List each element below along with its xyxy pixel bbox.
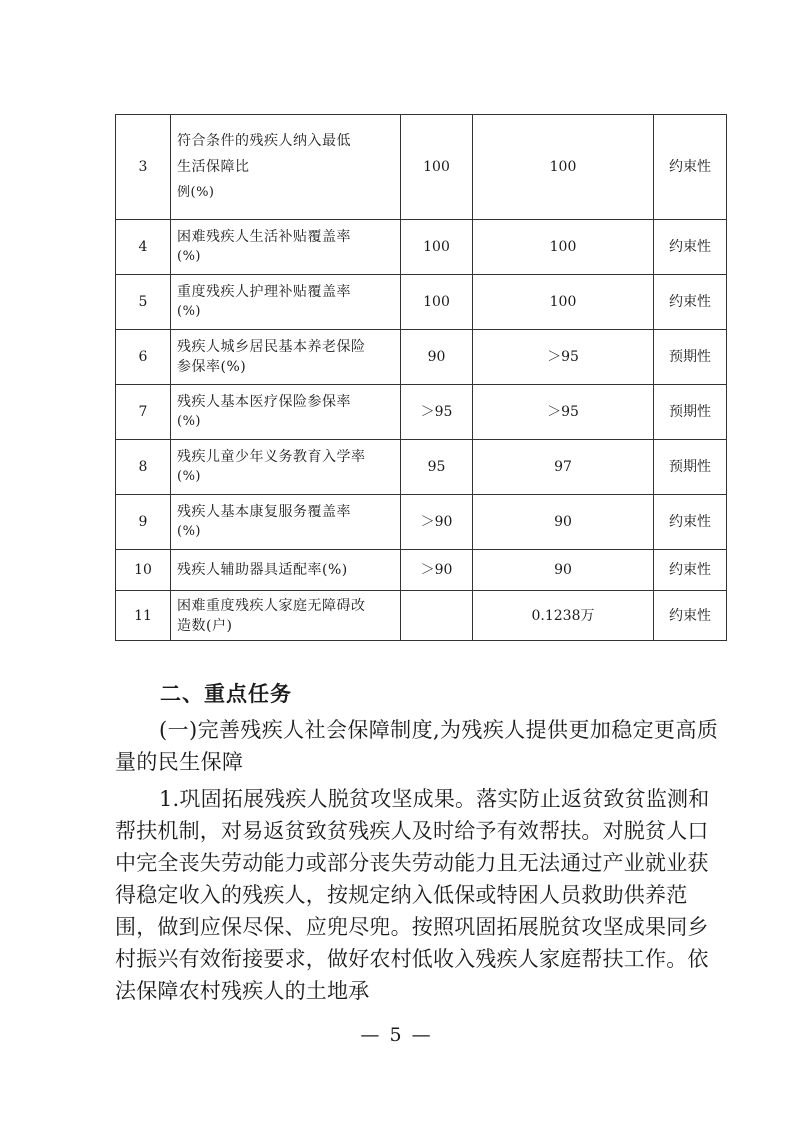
table-row: [116, 440, 727, 495]
indicator-attribute: 约束性: [654, 220, 727, 275]
sub-heading: (一)完善残疾人社会保障制度,为残疾人提供更加稳定更高质量的民生保障: [115, 718, 719, 774]
table-row: [116, 330, 727, 385]
indicator-attribute: 约束性: [654, 591, 727, 641]
indicator-name-line: 残疾人基本医疗保险参保率: [177, 394, 351, 410]
indicator-name: [171, 220, 401, 275]
table-row: [116, 115, 727, 220]
page-number: — 5 —: [360, 1024, 433, 1046]
section-heading: 二、重点任务: [160, 682, 292, 706]
indicator-name-line: (%): [177, 304, 201, 319]
indicator-name: [171, 275, 401, 330]
indicator-name-line: 生活保障比: [177, 159, 250, 175]
current-value: ＞90: [401, 550, 473, 591]
indicator-name-line: 残疾儿童少年义务教育入学率: [177, 449, 366, 465]
row-number: 9: [116, 495, 171, 550]
indicator-name: [171, 330, 401, 385]
target-value: 100: [473, 115, 654, 220]
current-value: 90: [401, 330, 473, 385]
row-number: 4: [116, 220, 171, 275]
target-value: ＞95: [473, 385, 654, 440]
row-number: 3: [116, 115, 171, 220]
indicator-name-line: (%): [177, 249, 201, 264]
indicator-name-line: (%): [177, 414, 201, 429]
target-value: 97: [473, 440, 654, 495]
current-value: ＞90: [401, 495, 473, 550]
table-row: [116, 275, 727, 330]
table-row: [116, 591, 727, 641]
indicator-attribute: 预期性: [654, 385, 727, 440]
current-value: 100: [401, 275, 473, 330]
row-number: 10: [116, 550, 171, 591]
target-value: 100: [473, 220, 654, 275]
current-value: ＞95: [401, 385, 473, 440]
table-row: [116, 220, 727, 275]
current-value: 100: [401, 115, 473, 220]
row-number: 5: [116, 275, 171, 330]
indicator-name: [171, 115, 401, 220]
indicator-attribute: 预期性: [654, 330, 727, 385]
indicator-attribute: 约束性: [654, 275, 727, 330]
indicator-attribute: 约束性: [654, 495, 727, 550]
indicator-name: [171, 591, 401, 641]
indicator-name-line: 重度残疾人护理补贴覆盖率: [177, 284, 351, 300]
indicator-name: [171, 440, 401, 495]
current-value: [401, 591, 473, 641]
target-value: 100: [473, 275, 654, 330]
indicator-name-line: (%): [177, 524, 201, 539]
indicator-name-line: 符合条件的残疾人纳入最低: [177, 133, 351, 149]
row-number: 11: [116, 591, 171, 641]
indicator-name-line: 残疾人基本康复服务覆盖率: [177, 504, 351, 520]
indicator-name-line: 造数(户): [177, 617, 233, 634]
target-value: 0.1238万: [473, 591, 654, 641]
table-row: [116, 550, 727, 591]
target-value: ＞95: [473, 330, 654, 385]
current-value: 100: [401, 220, 473, 275]
row-number: 8: [116, 440, 171, 495]
indicator-attribute: 预期性: [654, 440, 727, 495]
table-row: [116, 495, 727, 550]
indicator-attribute: 约束性: [654, 550, 727, 591]
indicator-name-line: 残疾人辅助器具适配率(%): [177, 562, 348, 578]
indicator-name: [171, 550, 401, 591]
indicator-name-line: 参保率(%): [177, 359, 247, 375]
indicator-name: [171, 495, 401, 550]
indicator-name-line: 残疾人城乡居民基本养老保险: [177, 339, 366, 355]
indicator-table: [115, 114, 727, 641]
indicator-name-line: (%): [177, 469, 201, 484]
indicator-name-line: 困难重度残疾人家庭无障碍改: [177, 597, 366, 614]
body-paragraph: 1.巩固拓展残疾人脱贫攻坚成果。落实防止返贫致贫监测和帮扶机制，对易返贫致贫残疾人及时给予有效帮扶。对脱贫人口中完全丧失劳动能力或部分丧失劳动能力且无法通过产业就业获得稳定收入的残疾人，按规定纳入低保或特困人员救助供养范围，做到应保尽保、应兜尽兜。按照巩固拓展脱贫攻坚成果同乡村振兴有效衔接要求，做好农村低收入残疾人家庭帮扶工作。依法保障农村残疾人的土地承: [115, 787, 710, 1003]
row-number: 6: [116, 330, 171, 385]
table-row: [116, 385, 727, 440]
indicator-attribute: 约束性: [654, 115, 727, 220]
target-value: 90: [473, 550, 654, 591]
indicator-name-line: 例(%): [177, 185, 215, 200]
row-number: 7: [116, 385, 171, 440]
indicator-name-line: 困难残疾人生活补贴覆盖率: [177, 229, 351, 245]
target-value: 90: [473, 495, 654, 550]
current-value: 95: [401, 440, 473, 495]
indicator-name: [171, 385, 401, 440]
